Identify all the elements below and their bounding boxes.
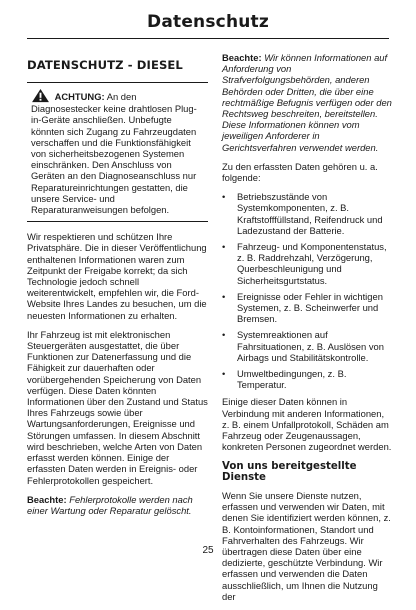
combined-data-paragraph: Einige dieser Daten können in Verbindung mit anderen Informationen, z. B. einem Unfallprotokoll, Schäden am Fahrzeug oder Zeugenaussagen, konkreten Personen zugeordnet werden.: [222, 396, 392, 453]
list-item-text: Fahrzeug- und Komponentenstatus, z. B. Raddrehzahl, Verzögerung, Querbeschleunigung und Sicherheitsgurtstatus.: [237, 241, 387, 286]
data-collection-paragraph: Ihr Fahrzeug ist mit elektronischen Steuergeräten ausgestattet, die über Funktionen zur Datenerfassung und die Fähigkeit zur dauerhaften oder vorübergehenden Speicherung von Daten verfügen. Diese Daten könnten Informationen über den Zustand und Status Ihres Fahrzeugs sowie über Wartungsanforderungen, Ereignisse und Störungen umfassen. In diesem Abschnitt wird beschrieben, welche Arten von Daten erfasst werden können. Einige der erfassten Daten werden in Ereignis- oder Fehlerprotokollen gespeichert.: [27, 328, 208, 486]
page-number: 25: [202, 545, 214, 556]
list-item: [222, 191, 392, 236]
bullet-icon: •: [222, 329, 226, 341]
list-item: [222, 241, 392, 286]
list-item-text: Betriebszustände von Systemkomponenten, z. B. Kraftstofffüllstand, Reifendruck und Ladezustand der Batterie.: [237, 191, 383, 236]
warning-box: [27, 82, 208, 222]
list-item: [222, 329, 392, 363]
bullet-icon: •: [222, 368, 226, 380]
warning-text: An den Diagnosestecker keine drahtlosen Plug-in-Geräte anschließen. Unbefugte könnten sich Zugang zu Fahrzeugdaten verschaffen und die Funktionsfähigkeit von sicherheitsbezogenen Systemen einschränken. Den Anschluss von Geräten an den Diagnoseanschluss nur Reparatureinrichtungen gestatten, die unsere Service- und Reparaturanweisungen befolgen.: [31, 91, 197, 216]
left-column: [27, 52, 208, 524]
services-paragraph: Wenn Sie unsere Dienste nutzen, erfassen und verwenden wir Daten, mit denen Sie identifiziert werden können, z. B. Kontoinformationen, Standort und Fahrverhalten des Fahrzeugs. Wir übertragen diese Daten über eine dedizierte, geschützte Verbindung. Wir erfassen und verwenden die Daten ausschließlich, um Ihnen die Nutzung der: [222, 489, 391, 602]
list-item-text: Systemreaktionen auf Fahrsituationen, z. B. Auslösen von Airbags und Stabilitätskontrolle.: [237, 329, 384, 363]
list-item-text: Umweltbedingungen, z. B. Temperatur.: [237, 368, 347, 391]
note-text: Fehlerprotokolle werden nach einer Wartung oder Reparatur gelöscht.: [27, 493, 193, 516]
collected-data-list: [222, 191, 392, 390]
note-label: Beachte:: [222, 52, 262, 63]
title-divider: [27, 38, 389, 39]
privacy-paragraph: Wir respektieren und schützen Ihre Privatsphäre. Die in dieser Veröffentlichung enthaltenen Informationen waren zum Zeitpunkt der Freigabe korrekt; da sich Technologie jedoch schnell weiterentwickelt, empfehlen wir, die Ford-Website Ihres Landes zu besuchen, um die neuesten Informationen zu erhalten.: [27, 231, 207, 321]
note-text: Wir können Informationen auf Anforderung von Strafverfolgungsbehörden, anderen Behörden oder Dritten, die über eine rechtmäßige Befugnis verfügen oder den Rechtsweg beschreiten, bereitstellen. Diese Informationen können vom jeweiligen Anforderer in Gerichtsverfahren verwendet werden.: [222, 52, 392, 153]
bullet-icon: •: [222, 191, 226, 203]
note-paragraph: [222, 52, 392, 153]
page-title: Datenschutz: [147, 12, 269, 32]
warning-label: ACHTUNG:: [54, 91, 105, 103]
note-label: Beachte:: [27, 493, 67, 505]
list-item-text: Ereignisse oder Fehler in wichtigen Systemen, z. B. Scheinwerfer und Bremsen.: [237, 290, 383, 325]
list-intro: Zu den erfassten Daten gehören u. a. folgende:: [222, 160, 378, 184]
right-column: [222, 52, 392, 610]
list-item: [222, 368, 392, 390]
list-item: [222, 291, 392, 325]
section-heading: DATENSCHUTZ - DIESEL: [27, 58, 183, 72]
note-paragraph: [27, 494, 208, 516]
bullet-icon: •: [222, 290, 226, 302]
bullet-icon: •: [222, 241, 226, 253]
warning-triangle-icon: [31, 88, 50, 103]
services-heading: Von uns bereitgestellte Dienste: [222, 460, 357, 483]
